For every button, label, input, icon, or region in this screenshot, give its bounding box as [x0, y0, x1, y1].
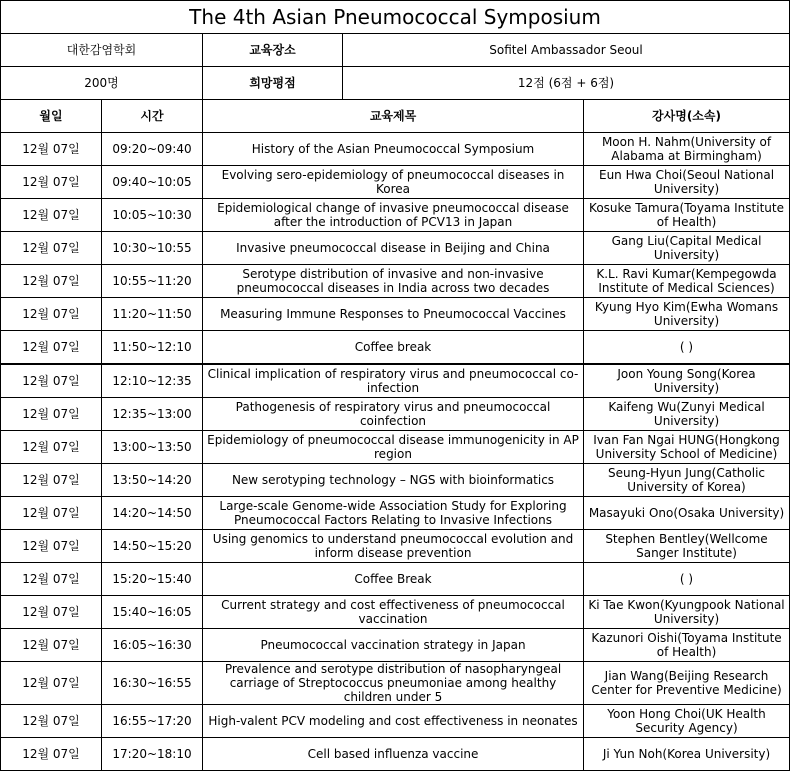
credit-row [1, 67, 790, 100]
row-speaker: Stephen Bentley(Wellcome Sanger Institute) [584, 530, 790, 563]
row-time: 16:30~16:55 [102, 662, 203, 705]
row-time: 10:30~10:55 [102, 232, 203, 265]
table-row [1, 166, 790, 199]
table-row [1, 364, 790, 398]
table-row [1, 464, 790, 497]
row-speaker: Kazunori Oishi(Toyama Institute of Health) [584, 629, 790, 662]
row-speaker: Yoon Hong Choi(UK Health Security Agency) [584, 705, 790, 738]
capacity-cell: 200명 [1, 67, 203, 100]
row-date: 12월 07일 [1, 166, 102, 199]
row-time: 11:50~12:10 [102, 331, 203, 365]
row-speaker: ( ) [584, 331, 790, 365]
row-speaker: Kosuke Tamura(Toyama Institute of Health) [584, 199, 790, 232]
row-date: 12월 07일 [1, 232, 102, 265]
row-topic: Evolving sero-epidemiology of pneumococcal diseases in Korea [203, 166, 584, 199]
row-speaker: Ivan Fan Ngai HUNG(Hongkong University School of Medicine) [584, 431, 790, 464]
row-topic: Pathogenesis of respiratory virus and pneumococcal coinfection [203, 398, 584, 431]
row-time: 09:20~09:40 [102, 133, 203, 166]
table-row [1, 199, 790, 232]
row-topic: Coffee Break [203, 563, 584, 596]
row-time: 14:50~15:20 [102, 530, 203, 563]
row-time: 10:05~10:30 [102, 199, 203, 232]
row-topic: Cell based influenza vaccine [203, 738, 584, 771]
table-row [1, 530, 790, 563]
row-time: 10:55~11:20 [102, 265, 203, 298]
row-speaker: Ji Yun Noh(Korea University) [584, 738, 790, 771]
row-topic: Measuring Immune Responses to Pneumococcal Vaccines [203, 298, 584, 331]
column-header-row [1, 100, 790, 133]
table-row [1, 431, 790, 464]
row-time: 13:00~13:50 [102, 431, 203, 464]
table-row [1, 738, 790, 771]
row-speaker: Eun Hwa Choi(Seoul National University) [584, 166, 790, 199]
table-row [1, 265, 790, 298]
row-date: 12월 07일 [1, 398, 102, 431]
row-speaker: Moon H. Nahm(University of Alabama at Birmingham) [584, 133, 790, 166]
row-speaker: Ki Tae Kwon(Kyungpook National University) [584, 596, 790, 629]
organizer-cell: 대한감염학회 [1, 34, 203, 67]
row-date: 12월 07일 [1, 298, 102, 331]
title-row [1, 1, 790, 34]
row-topic: Invasive pneumococcal disease in Beijing and China [203, 232, 584, 265]
row-topic: Coffee break [203, 331, 584, 365]
row-speaker: Gang Liu(Capital Medical University) [584, 232, 790, 265]
row-date: 12월 07일 [1, 530, 102, 563]
table-row [1, 662, 790, 705]
venue-label: 교육장소 [203, 34, 343, 67]
row-topic: Large-scale Genome-wide Association Study for Exploring Pneumococcal Factors Relating to Invasive Infections [203, 497, 584, 530]
row-time: 14:20~14:50 [102, 497, 203, 530]
row-topic: Epidemiology of pneumococcal disease immunogenicity in AP region [203, 431, 584, 464]
table-row [1, 596, 790, 629]
row-date: 12월 07일 [1, 738, 102, 771]
venue-value: Sofitel Ambassador Seoul [343, 34, 790, 67]
page-title: The 4th Asian Pneumococcal Symposium [1, 1, 790, 34]
row-time: 12:10~12:35 [102, 364, 203, 398]
row-topic: Clinical implication of respiratory virus and pneumococcal co-infection [203, 364, 584, 398]
row-time: 15:40~16:05 [102, 596, 203, 629]
row-speaker: Masayuki Ono(Osaka University) [584, 497, 790, 530]
row-date: 12월 07일 [1, 364, 102, 398]
row-speaker: Seung-Hyun Jung(Catholic University of Korea) [584, 464, 790, 497]
row-speaker: ( ) [584, 563, 790, 596]
row-date: 12월 07일 [1, 497, 102, 530]
table-row [1, 331, 790, 365]
row-date: 12월 07일 [1, 705, 102, 738]
row-date: 12월 07일 [1, 265, 102, 298]
row-topic: Current strategy and cost effectiveness of pneumococcal vaccination [203, 596, 584, 629]
row-date: 12월 07일 [1, 596, 102, 629]
table-row [1, 398, 790, 431]
row-date: 12월 07일 [1, 133, 102, 166]
row-time: 16:05~16:30 [102, 629, 203, 662]
row-date: 12월 07일 [1, 331, 102, 365]
table-row [1, 133, 790, 166]
row-date: 12월 07일 [1, 629, 102, 662]
table-row [1, 563, 790, 596]
header-time: 시간 [102, 100, 203, 133]
table-row [1, 629, 790, 662]
header-topic: 교육제목 [203, 100, 584, 133]
schedule-rows [1, 133, 790, 771]
row-date: 12월 07일 [1, 662, 102, 705]
row-topic: Prevalence and serotype distribution of nasopharyngeal carriage of Streptococcus pneumoniae among healthy children under 5 [203, 662, 584, 705]
row-time: 13:50~14:20 [102, 464, 203, 497]
row-time: 09:40~10:05 [102, 166, 203, 199]
row-topic: Pneumococcal vaccination strategy in Japan [203, 629, 584, 662]
table-row [1, 232, 790, 265]
row-time: 17:20~18:10 [102, 738, 203, 771]
row-speaker: Kyung Hyo Kim(Ewha Womans University) [584, 298, 790, 331]
row-date: 12월 07일 [1, 431, 102, 464]
row-date: 12월 07일 [1, 199, 102, 232]
row-topic: Serotype distribution of invasive and non-invasive pneumococcal diseases in India across two decades [203, 265, 584, 298]
row-date: 12월 07일 [1, 563, 102, 596]
row-topic: New serotyping technology – NGS with bioinformatics [203, 464, 584, 497]
row-topic: Using genomics to understand pneumococcal evolution and inform disease prevention [203, 530, 584, 563]
row-speaker: Kaifeng Wu(Zunyi Medical University) [584, 398, 790, 431]
row-topic: High-valent PCV modeling and cost effectiveness in neonates [203, 705, 584, 738]
credit-value: 12점 (6점 + 6점) [343, 67, 790, 100]
row-time: 11:20~11:50 [102, 298, 203, 331]
row-time: 16:55~17:20 [102, 705, 203, 738]
header-speaker: 강사명(소속) [584, 100, 790, 133]
row-time: 12:35~13:00 [102, 398, 203, 431]
row-speaker: K.L. Ravi Kumar(Kempegowda Institute of Medical Sciences) [584, 265, 790, 298]
venue-row [1, 34, 790, 67]
table-row [1, 705, 790, 738]
table-row [1, 298, 790, 331]
header-date: 월일 [1, 100, 102, 133]
row-topic: History of the Asian Pneumococcal Symposium [203, 133, 584, 166]
row-time: 15:20~15:40 [102, 563, 203, 596]
row-speaker: Joon Young Song(Korea University) [584, 364, 790, 398]
row-date: 12월 07일 [1, 464, 102, 497]
row-speaker: Jian Wang(Beijing Research Center for Preventive Medicine) [584, 662, 790, 705]
table-row [1, 497, 790, 530]
credit-label: 희망평점 [203, 67, 343, 100]
row-topic: Epidemiological change of invasive pneumococcal disease after the introduction of PCV13 in Japan [203, 199, 584, 232]
